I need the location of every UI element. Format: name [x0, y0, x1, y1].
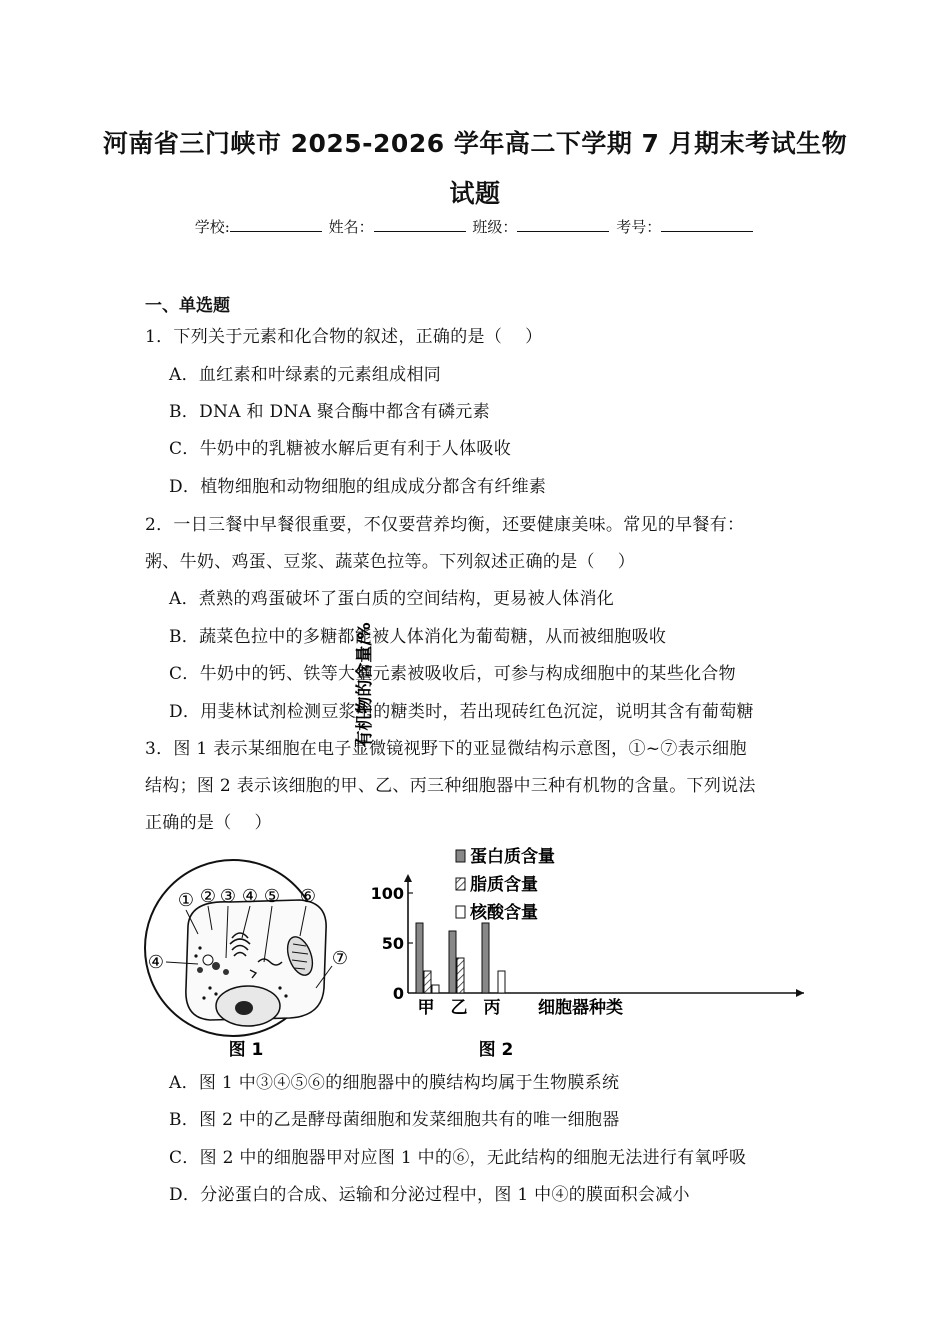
fig1-label-5: ⑤: [263, 886, 281, 907]
q1-option-d[interactable]: D．植物细胞和动物细胞的组成成分都含有纤维素: [169, 477, 547, 497]
y-tick-label: 50: [381, 934, 404, 953]
q1-stem: 1．下列关于元素和化合物的叙述，正确的是（ ）: [145, 327, 543, 347]
q3-stem-line1: 3．图 1 表示某细胞在电子显微镜视野下的亚显微结构示意图，①~⑦表示细胞: [145, 739, 747, 759]
y-tick-label: 0: [392, 984, 404, 1003]
name-blank[interactable]: [374, 217, 466, 232]
y-axis-arrow: [404, 874, 412, 882]
x-category-label: 丙: [483, 998, 501, 1018]
chart-bars: [416, 923, 623, 1018]
exam-title-line2: 试题: [449, 179, 501, 208]
q2-option-d[interactable]: D．用斐林试剂检测豆浆中的糖类时，若出现砖红色沉淀，说明其含有葡萄糖: [169, 702, 754, 722]
fig2-caption: 图 2: [478, 1040, 514, 1060]
fig1-caption: 图 1: [228, 1040, 264, 1060]
q1-option-a[interactable]: A．血红素和叶绿素的元素组成相同: [169, 365, 442, 385]
bar-2-2: [498, 971, 505, 993]
q3-option-d[interactable]: D．分泌蛋白的合成、运输和分泌过程中，图 1 中④的膜面积会减小: [169, 1185, 690, 1205]
q3-stem-line3: 正确的是（ ）: [145, 813, 272, 833]
class-label: 班级：: [472, 218, 518, 236]
legend-label: 脂质含量: [470, 875, 538, 895]
bar-0-1: [424, 971, 431, 993]
student-info-line: [0, 216, 950, 237]
fig1-label-3: ③: [219, 886, 237, 907]
school-label: 学校:: [194, 218, 230, 236]
bar-1-0: [449, 931, 456, 993]
school-blank[interactable]: [230, 217, 322, 232]
q2-option-a[interactable]: A．煮熟的鸡蛋破坏了蛋白质的空间结构，更易被人体消化: [169, 589, 615, 609]
bar-1-1: [457, 958, 464, 993]
bar-0-2: [432, 985, 439, 993]
exam-title-line1: 河南省三门峡市 2025-2026 学年高二下学期 7 月期末考试生物: [102, 129, 848, 158]
q3-stem-line2: 结构；图 2 表示该细胞的甲、乙、丙三种细胞器中三种有机物的含量。下列说法: [145, 776, 756, 796]
fig1-label-4: ④: [241, 886, 259, 907]
section-heading: 一、单选题: [145, 296, 230, 316]
y-tick-label: 100: [370, 884, 404, 903]
number-label: 考号：: [616, 218, 662, 236]
legend-swatch: [456, 906, 465, 918]
class-blank[interactable]: [517, 217, 609, 232]
x-category-label: 甲: [417, 998, 435, 1018]
q2-option-b[interactable]: B．蔬菜色拉中的多糖都能被人体消化为葡萄糖，从而被细胞吸收: [169, 627, 667, 647]
cell-diagram: [145, 860, 348, 1060]
fig1-label-6: ⑥: [299, 886, 317, 907]
legend-label: 核酸含量: [470, 903, 538, 923]
fig1-label-2: ②: [199, 886, 217, 907]
fig1-label-1: ①: [177, 890, 195, 911]
legend-label: 蛋白质含量: [470, 847, 555, 867]
q3-option-b[interactable]: B．图 2 中的乙是酵母菌细胞和发菜细胞共有的唯一细胞器: [169, 1110, 620, 1130]
chart-axes: [371, 874, 804, 1003]
nucleolus-shape: [235, 1001, 253, 1015]
chart-legend: [456, 846, 555, 923]
q2-stem-line2: 粥、牛奶、鸡蛋、豆浆、蔬菜色拉等。下列叙述正确的是（ ）: [145, 552, 636, 572]
name-label: 姓名：: [328, 218, 374, 236]
legend-swatch: [456, 878, 465, 890]
fig1-label-4-left: ④: [147, 952, 165, 973]
bar-0-0: [416, 923, 423, 993]
organelle-bar-chart: [354, 622, 804, 1060]
chart-xlabel: 细胞器种类: [538, 998, 623, 1018]
fig1-label-7: ⑦: [331, 948, 349, 969]
q2-stem-line1: 2．一日三餐中早餐很重要，不仅要营养均衡，还要健康美味。常见的早餐有：: [145, 515, 745, 535]
q2-option-c[interactable]: C．牛奶中的钙、铁等大量元素被吸收后，可参与构成细胞中的某些化合物: [169, 664, 736, 684]
q3-option-a[interactable]: A．图 1 中③④⑤⑥的细胞器中的膜结构均属于生物膜系统: [169, 1073, 620, 1093]
x-category-label: 乙: [450, 998, 468, 1018]
chart-ylabel: 有机物的含量/%: [355, 622, 375, 748]
legend-swatch: [456, 850, 465, 862]
bar-2-0: [482, 923, 489, 993]
q1-option-b[interactable]: B．DNA 和 DNA 聚合酶中都含有磷元素: [169, 402, 490, 422]
q1-option-c[interactable]: C．牛奶中的乳糖被水解后更有利于人体吸收: [169, 439, 512, 459]
q3-option-c[interactable]: C．图 2 中的细胞器甲对应图 1 中的⑥，无此结构的细胞无法进行有氧呼吸: [169, 1148, 747, 1168]
x-axis-arrow: [796, 989, 804, 997]
number-blank[interactable]: [661, 217, 753, 232]
